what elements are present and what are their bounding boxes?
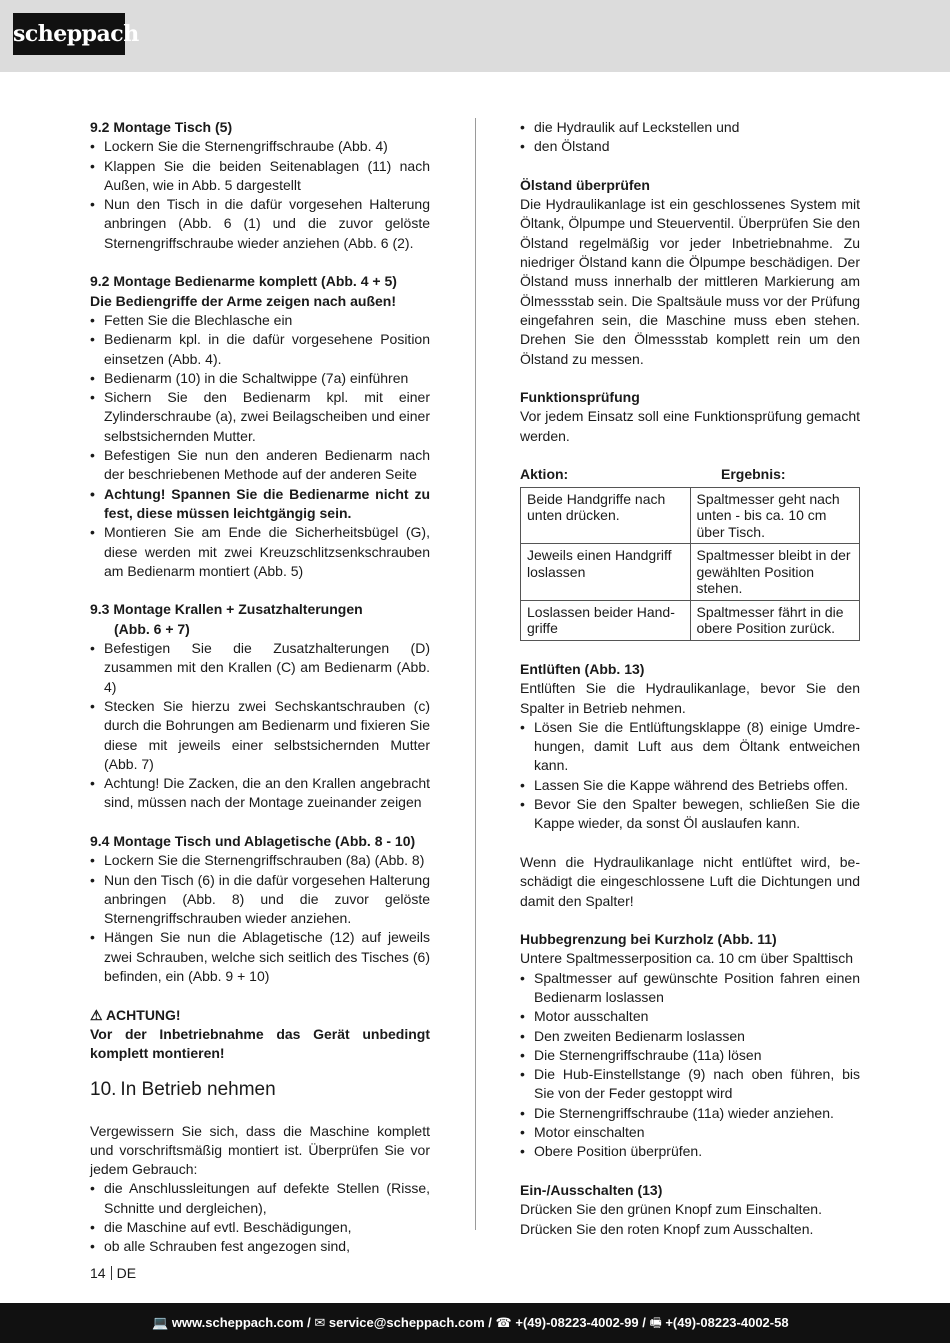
section-9-2-arms-title: 9.2 Montage Bedienarme komplett (Abb. 4 + 5)	[90, 273, 397, 290]
section-10-intro: Vergewissern Sie sich, dass die Maschine komplett und vorschriftsmäßig montiert ist. Überprüfen Sie vor jedem Gebrauch:	[90, 1122, 430, 1178]
fax-icon: 🖷	[649, 1315, 662, 1330]
section-10-list	[90, 1179, 430, 1256]
page-number-separator	[111, 1266, 112, 1280]
list-item: • Stecken Sie hierzu zwei Sechskantschrauben (c) durch die Bohrungen am Bedienarm und fixieren Sie diese mit jeweils einer selbstsichernden Mutter (Abb. 7)	[90, 697, 430, 774]
section-9-3-title-line2: (Abb. 6 + 7)	[114, 620, 190, 637]
table-cell: Loslassen beider Handgriffe	[521, 600, 691, 640]
list-item-warning: • Achtung! Spannen Sie die Bedienarme nicht zu fest, diese müssen leichtgängig sein.	[90, 485, 430, 524]
stroke-limit-title: Hubbegrenzung bei Kurzholz (Abb. 11)	[520, 931, 777, 948]
table-cell: Jeweils einen Handgriff loslassen	[521, 544, 691, 601]
table-cell: Spaltmesser fährt in die obere Position zurück.	[690, 600, 860, 640]
warning-text: Vor der Inbetriebnahme das Gerät unbedingt komplett montieren!	[90, 1025, 430, 1062]
check-continued-list	[520, 118, 860, 157]
list-item: • Fetten Sie die Blechlasche ein	[90, 311, 430, 330]
section-9-2-arms-list	[90, 311, 430, 581]
list-item: • Die Sternengriffschraube (11a) wieder anziehen.	[520, 1104, 860, 1123]
function-table	[520, 487, 860, 641]
footer-phone: +(49)-08223-4002-99 /	[515, 1315, 646, 1330]
section-9-2-arms-subtitle: Die Bediengriffe der Arme zeigen nach außen!	[90, 292, 396, 309]
left-column	[90, 118, 430, 1257]
table-row	[521, 600, 860, 640]
function-test-text: Vor jedem Einsatz soll eine Funktionsprüfung gemacht werden.	[520, 408, 860, 444]
list-item: • Achtung! Die Zacken, die an den Krallen angebracht sind, müssen nach der Montage zueinander zeigen	[90, 774, 430, 813]
section-9-3-list	[90, 639, 430, 813]
list-item: • Lassen Sie die Kappe während des Betriebs offen.	[520, 776, 860, 795]
table-header-action: Aktion:	[520, 466, 569, 483]
on-off-line-1: Drücken Sie den grünen Knopf zum Einschalten.	[520, 1201, 822, 1218]
footer-fax: +(49)-08223-4002-58	[665, 1315, 789, 1330]
function-test-title: Funktionsprüfung	[520, 389, 640, 406]
table-cell: Spaltmesser geht nach unten - bis ca. 10 cm über Tisch.	[690, 487, 860, 544]
list-item: • Klappen Sie die beiden Seitenablagen (11) nach Außen, wie in Abb. 5 dargestellt	[90, 157, 430, 196]
table-cell: Spaltmesser bleibt in der gewählten Position stehen.	[690, 544, 860, 601]
scheppach-logo: scheppach	[13, 13, 125, 55]
table-header-result: Ergebnis:	[721, 466, 786, 483]
list-item: • Hängen Sie nun die Ablagetische (12) auf jeweils zwei Schrauben, welche sich seitlich des Tisches (6) befinden, ein (Abb. 9 + 10)	[90, 928, 430, 986]
list-item: • die Maschine auf evtl. Beschädigungen,	[90, 1218, 430, 1237]
list-item: • Lösen Sie die Entlüftungsklappe (8) einige Umdrehungen, damit Luft aus dem Öltank entweichen kann.	[520, 718, 860, 776]
bleeding-text: Entlüften Sie die Hydraulikanlage, bevor Sie den Spalter in Betrieb nehmen.	[520, 680, 860, 716]
bleeding-warning: Wenn die Hydraulikanlage nicht entlüftet wird, beschädigt die eingeschlossene Luft die Dichtungen und damit den Spalter!	[520, 853, 860, 909]
warning-triangle-icon: ⚠	[90, 1006, 103, 1023]
list-item: • Sichern Sie den Bedienarm kpl. mit einer Zylinderschraube (a), zwei Beilagscheiben und einer selbstsichernden Mutter.	[90, 388, 430, 446]
list-item: • Die Sternengriffschraube (11a) lösen	[520, 1046, 860, 1065]
phone-icon: ☎	[495, 1315, 512, 1330]
list-item: • Motor einschalten	[520, 1123, 860, 1142]
oil-level-text: Die Hydraulikanlage ist ein geschlossenes System mit Öltank, Ölpumpe und Steuerventil. Überprüfen Sie den Ölstand regelmäßig vor jeder Inbetriebnahme. Zu niedriger Ölstand kann die Ölpumpe beschädigen. Der Ölstand muss innerhalb der mittleren Markierung am Ölmessstab sein. Die Spaltsäule muss vor der Prüfung eingefahren sein, die Maschine muss eben stehen. Drehen Sie den Ölmessstab komplett rein um den Ölstand zu messen.	[520, 196, 860, 367]
section-9-2-table-list	[90, 137, 430, 253]
bleeding-title: Entlüften (Abb. 13)	[520, 660, 645, 677]
footer-email[interactable]: service@scheppach.com /	[328, 1315, 492, 1330]
section-9-2-table-title: 9.2 Montage Tisch (5)	[90, 119, 233, 135]
section-10-title	[90, 1078, 430, 1102]
section-9-3-title: 9.3 Montage Krallen + Zusatzhalterungen	[90, 601, 363, 618]
list-item: • Lockern Sie die Sternengriffschrauben (8a) (Abb. 8)	[90, 851, 430, 870]
stroke-limit-list	[520, 969, 860, 1162]
list-item: • den Ölstand	[520, 137, 860, 156]
list-item: • Lockern Sie die Sternengriffschraube (Abb. 4)	[90, 137, 430, 156]
list-item: • Bevor Sie den Spalter bewegen, schließen Sie die Kappe wieder, da sonst Öl auslaufen kann.	[520, 795, 860, 834]
footer-contacts	[152, 1303, 789, 1343]
computer-icon: 💻	[152, 1315, 169, 1330]
list-item: • Motor ausschalten	[520, 1007, 860, 1026]
section-9-4-title: 9.4 Montage Tisch und Ablagetische (Abb. 8 - 10)	[90, 832, 416, 849]
list-item: • Die Hub-Einstellstange (9) nach oben führen, bis Sie von der Feder gestoppt wird	[520, 1065, 860, 1104]
column-divider	[475, 118, 476, 1230]
list-item: • Obere Position überprüfen.	[520, 1142, 860, 1161]
list-item: • Befestigen Sie nun den anderen Bedienarm nach der beschriebenen Methode auf der anderen Seite	[90, 446, 430, 485]
stroke-limit-text: Untere Spaltmesserposition ca. 10 cm über Spalttisch	[520, 950, 854, 967]
list-item: • Spaltmesser auf gewünschte Position fahren einen Bedienarm loslassen	[520, 969, 860, 1008]
list-item: • Bedienarm (10) in die Schaltwippe (7a) einführen	[90, 369, 430, 388]
on-off-title: Ein-/Ausschalten (13)	[520, 1181, 663, 1198]
mail-icon: ✉	[314, 1315, 326, 1330]
list-item: • Nun den Tisch in die dafür vorgesehen Halterung anbringen (Abb. 6 (1) und die zuvor gelöste Sternengriffschraube wieder anziehen (Abb. 6 (2).	[90, 195, 430, 253]
table-row	[521, 487, 860, 544]
page-language: DE	[116, 1265, 137, 1281]
list-item: • ob alle Schrauben fest angezogen sind,	[90, 1237, 430, 1256]
list-item: • Nun den Tisch (6) in die dafür vorgesehen Halterung anbringen (Abb. 8) und die zuvor gelöste Sternengriffschrauben wieder anziehen.	[90, 871, 430, 929]
function-table-header	[520, 465, 860, 484]
list-item: • Montieren Sie am Ende die Sicherheitsbügel (G), diese werden mit zwei Kreuzschlitzsenkschrauben am Bedienarm montiert (Abb. 5)	[90, 523, 430, 581]
right-column	[520, 118, 860, 1239]
table-cell: Beide Handgriffe nach unten drücken.	[521, 487, 691, 544]
section-10-heading: In Betrieb nehmen	[120, 1078, 276, 1100]
section-10-number: 10.	[90, 1078, 117, 1100]
on-off-line-2: Drücken Sie den roten Knopf zum Ausschalten.	[520, 1220, 814, 1237]
page-footer	[0, 1303, 950, 1343]
oil-level-title: Ölstand überprüfen	[520, 176, 650, 193]
page-header	[0, 0, 950, 72]
page-number	[90, 1265, 136, 1281]
list-item: • die Hydraulik auf Leckstellen und	[520, 118, 860, 137]
list-item: • Bedienarm kpl. in die dafür vorgesehene Position einsetzen (Abb. 4).	[90, 330, 430, 369]
page-number-value: 14	[90, 1265, 106, 1281]
section-9-4-list	[90, 851, 430, 986]
table-row	[521, 544, 860, 601]
list-item: • Befestigen Sie die Zusatzhalterungen (D) zusammen mit den Krallen (C) am Bedienarm (Abb. 4)	[90, 639, 430, 697]
warning-title: ACHTUNG!	[105, 1006, 181, 1023]
bleeding-list	[520, 718, 860, 834]
list-item: • die Anschlussleitungen auf defekte Stellen (Risse, Schnitte und dergleichen),	[90, 1179, 430, 1218]
list-item: • Den zweiten Bedienarm loslassen	[520, 1027, 860, 1046]
footer-website[interactable]: www.scheppach.com /	[171, 1315, 311, 1330]
warning-heading	[90, 1006, 430, 1025]
